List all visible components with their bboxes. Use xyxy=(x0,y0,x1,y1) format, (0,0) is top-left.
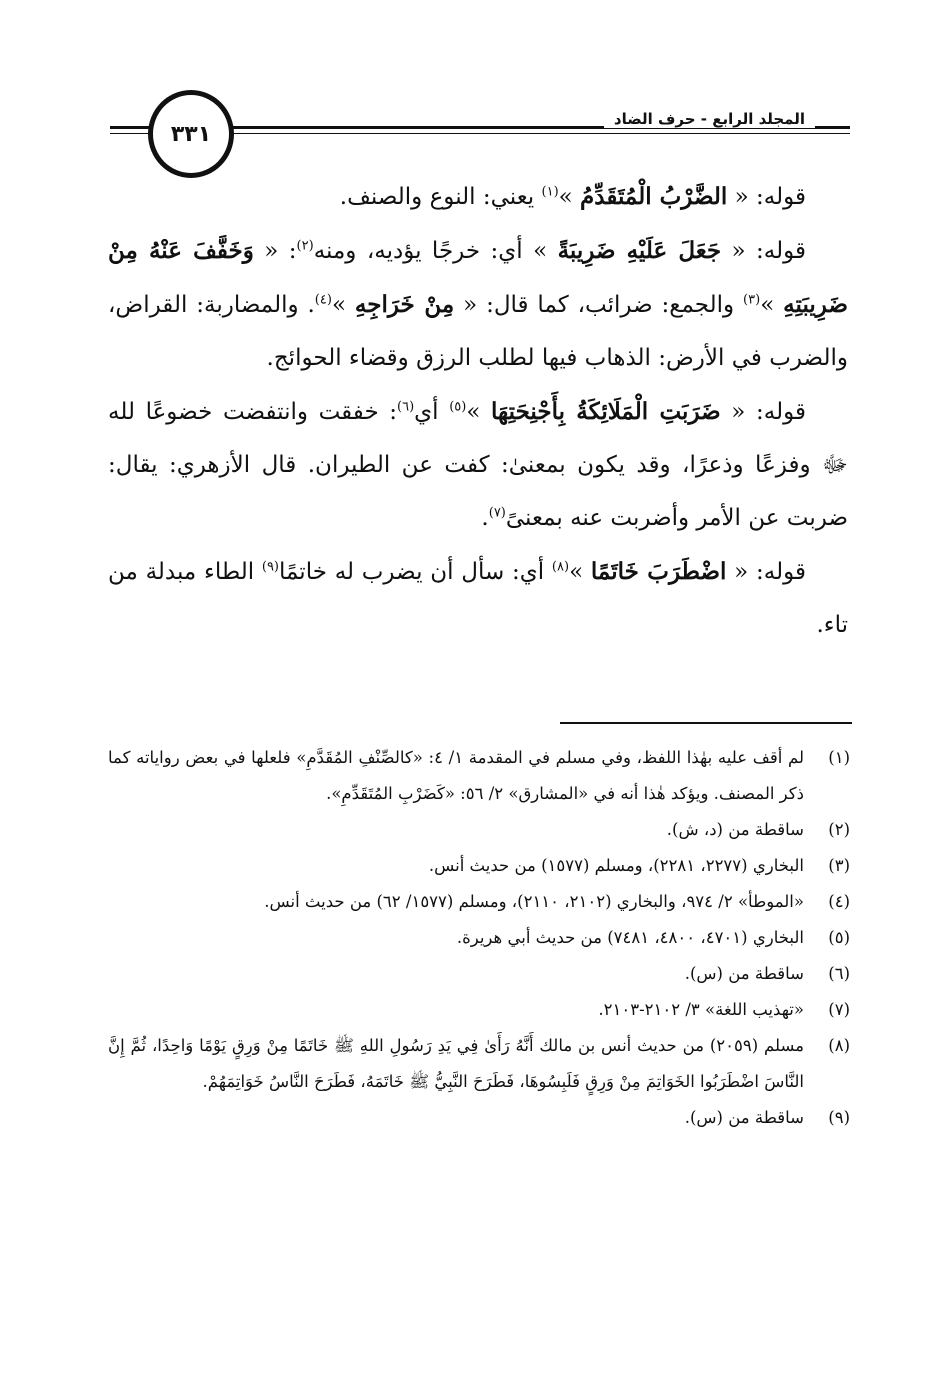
footnote-text: البخاري (٢٢٧٧، ٢٢٨١)، ومسلم (١٥٧٧) من حديث أنس. xyxy=(428,856,804,875)
page-header xyxy=(110,88,850,178)
footnote-ref: (٣) xyxy=(743,292,761,308)
footnote-ref: (٨) xyxy=(551,559,570,575)
footnote xyxy=(108,956,850,992)
running-title: المجلد الرابع - حرف الضاد xyxy=(604,110,815,128)
footnote xyxy=(108,812,850,848)
entry-quote: اضْطَرَبَ خَاتَمًا xyxy=(590,558,727,585)
entry-lead: قوله: « xyxy=(727,184,806,210)
footnote-text: ساقطة من (د، ش). xyxy=(666,820,804,839)
footnote-text: «تهذيب اللغة» ٣/ ٢١٠٢-٢١٠٣. xyxy=(598,1000,804,1019)
entry-paragraph xyxy=(108,545,848,652)
entry-quote: وَخَفَّفَ عَنْهُ مِنْ ضَرِيبَتِهِ xyxy=(108,237,849,318)
entry-text: » xyxy=(331,292,355,318)
footnote-ref: (١) xyxy=(541,184,559,200)
footnote xyxy=(108,848,850,884)
entry-text: : خفقت وانتفضت خضوعًا لله ﷻ وفزعًا وذعرًا، وقد يكون بمعنىٰ: كفت عن الطيران. قال الأزهري: يقال: ضربت عن الأمر وأضربت عنه بمعنىً xyxy=(108,399,848,531)
footnote-text: مسلم (٢٠٥٩) من حديث أنس بن مالك أَنَّهُ رَأَىٰ فِي يَدِ رَسُولِ اللهِ ﷺ خَاتَمًا مِنْ وَرِقٍ يَوْمًا وَاحِدًا، ثُمَّ إِنَّ النَّاسَ اضْطَرَبُوا الخَوَاتِمَ مِنْ وَرِقٍ فَلَبِسُوهَا، فَطَرَحَ النَّبِيُّ ﷺ خَاتَمَهُ، فَطَرَحَ النَّاسُ خَوَاتِمَهُمْ. xyxy=(108,1036,804,1091)
footnote-number: (٩) xyxy=(828,1108,850,1127)
entry-lead: قوله: « xyxy=(720,399,806,425)
entry-text: » أي: خرجًا يؤديه، ومنه xyxy=(313,238,558,264)
footnote-number: (٧) xyxy=(828,1000,850,1019)
entry-lead: قوله: « xyxy=(721,238,806,264)
footnote xyxy=(108,1100,850,1136)
footnote-number: (٨) xyxy=(828,1036,850,1055)
footnote-divider xyxy=(560,722,852,724)
footnote-ref: (٤) xyxy=(314,292,332,308)
entry-paragraph xyxy=(108,170,848,224)
footnote-ref: (٧) xyxy=(488,505,506,521)
footnote xyxy=(108,884,850,920)
footnote-text: ساقطة من (س). xyxy=(684,964,804,983)
entry-text: الطاء مبدلة من تاء. xyxy=(108,559,848,638)
footnote xyxy=(108,740,850,812)
entry-text: . xyxy=(481,505,489,531)
footnote-text: «الموطأ» ٢/ ٩٧٤، والبخاري (٢١٠٢، ٢١١٠)، ومسلم (١٥٧٧/ ٦٢) من حديث أنس. xyxy=(264,892,804,911)
footnote-text: ساقطة من (س). xyxy=(684,1108,804,1127)
footnote-text: لم أقف عليه بهٰذا اللفظ، وفي مسلم في المقدمة ١/ ٤: «كالصِّنْفِ المُقَدَّمِ» فلعلها في بعض رواياته كما ذكر المصنف. ويؤكد هٰذا أنه في «المشارق» ٢/ ٥٦: «كَضَرْبِ المُتَقَدِّمِ». xyxy=(108,748,805,803)
entry-paragraph xyxy=(108,224,848,385)
footnote-number: (١) xyxy=(828,748,850,767)
footnote xyxy=(108,992,850,1028)
footnote-number: (٤) xyxy=(828,892,850,911)
footnote-text: البخاري (٤٧٠١، ٤٨٠٠، ٧٤٨١) من حديث أبي هريرة. xyxy=(456,928,804,947)
entry-text: والجمع: ضرائب، كما قال: « xyxy=(454,292,744,318)
footnotes xyxy=(108,740,850,1136)
footnote xyxy=(108,920,850,956)
footnote-number: (٦) xyxy=(828,964,850,983)
main-text xyxy=(108,170,848,652)
entry-lead: قوله: « xyxy=(726,559,806,585)
entry-quote: جَعَلَ عَلَيْهِ ضَرِيبَةً xyxy=(557,237,722,264)
entry-text: أي: سأل أن يضرب له خاتمًا xyxy=(279,559,552,585)
entry-text: . والمضاربة: القراض، والضرب في الأرض: الذهاب فيها لطلب الرزق وقضاء الحوائج. xyxy=(108,292,848,371)
entry-text: يعني: النوع والصنف. xyxy=(339,184,542,210)
footnote-ref: (٦) xyxy=(397,399,415,415)
entry-text: » xyxy=(466,399,492,425)
footnote-number: (٥) xyxy=(828,928,850,947)
entry-text: أي xyxy=(414,399,450,425)
footnote-number: (٣) xyxy=(828,856,850,875)
footnote-number: (٢) xyxy=(828,820,850,839)
entry-text: » xyxy=(760,292,784,318)
entry-paragraph xyxy=(108,385,848,545)
entry-text: : « xyxy=(253,238,297,264)
entry-quote: الضَّرْبُ الْمُتَقَدِّمُ xyxy=(580,183,728,210)
entry-text: » xyxy=(569,559,591,585)
page-number: ٣٣١ xyxy=(148,90,234,178)
footnote-ref: (٢) xyxy=(296,238,314,254)
footnote xyxy=(108,1028,850,1100)
footnote-ref: (٩) xyxy=(261,559,279,575)
entry-quote: ضَرَبَتِ الْمَلَائِكَةُ بِأَجْنِحَتِهَا xyxy=(491,398,721,425)
footnote-ref: (٥) xyxy=(449,399,467,415)
entry-quote: مِنْ خَرَاجِهِ xyxy=(354,291,455,318)
entry-text: » xyxy=(558,184,581,210)
